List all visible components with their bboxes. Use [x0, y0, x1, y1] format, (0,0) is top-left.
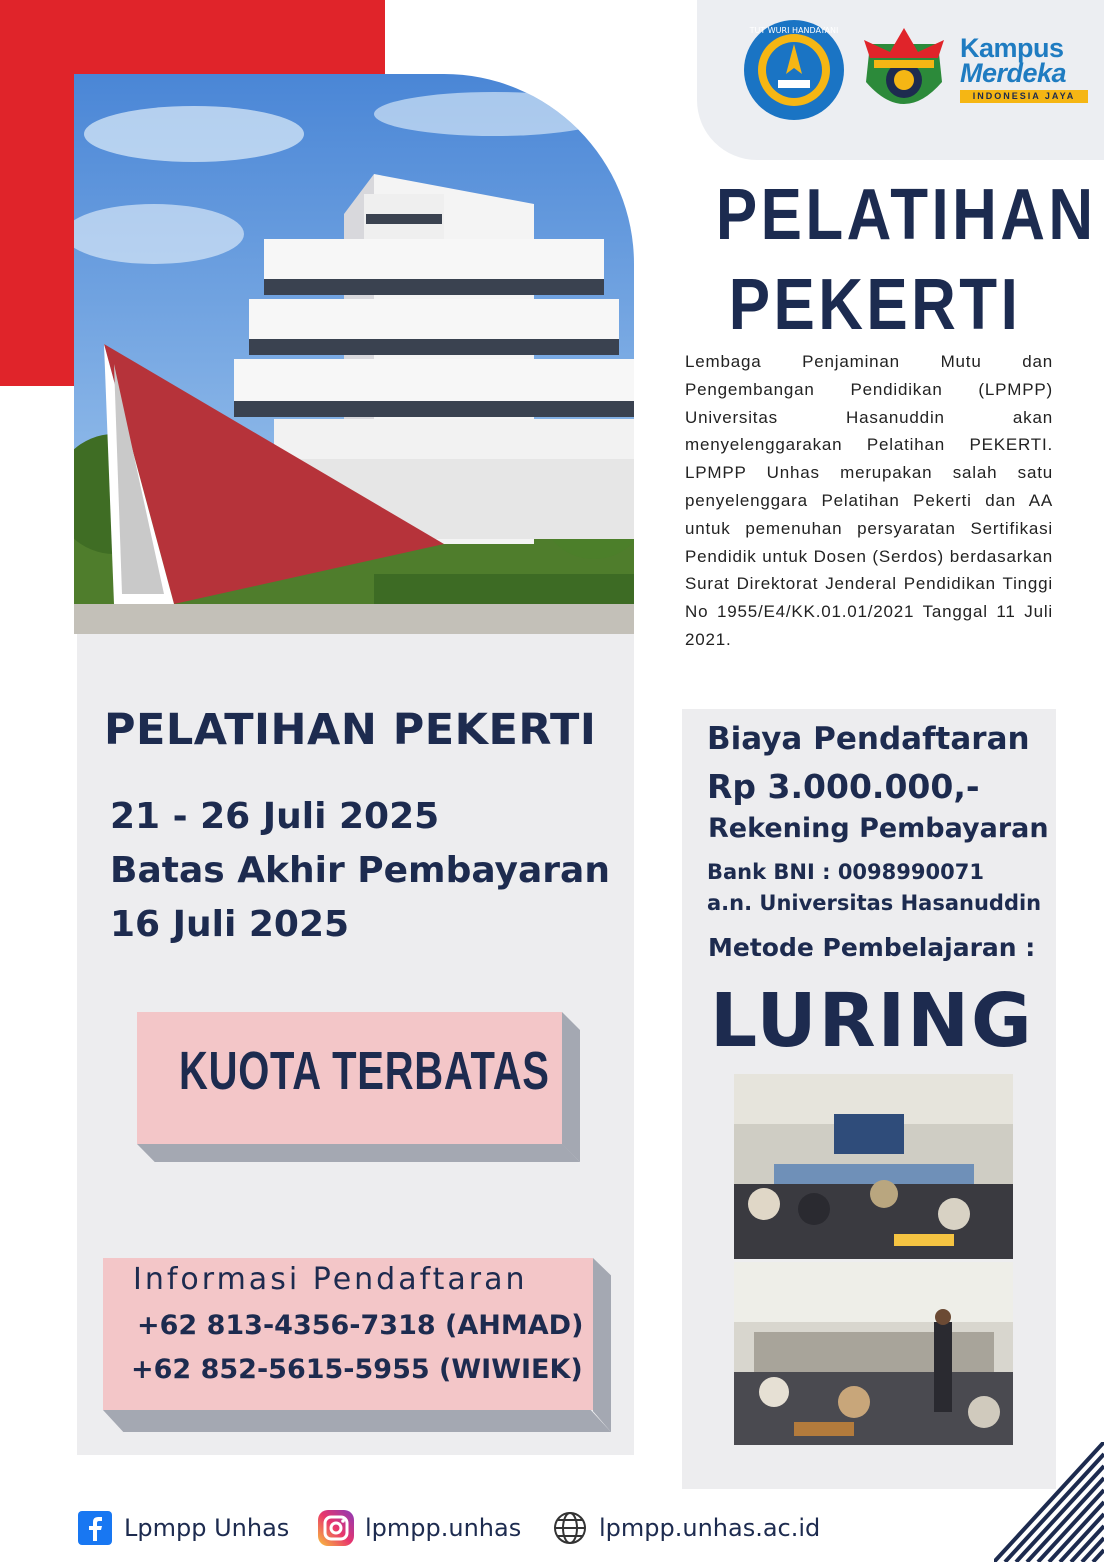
facebook-link[interactable]	[76, 1508, 289, 1548]
kampus-merdeka-logo: Kampus Merdeka INDONESIA JAYA	[960, 36, 1100, 106]
quota-badge	[137, 1012, 580, 1162]
facebook-icon	[76, 1509, 114, 1547]
payment-deadline-label: Batas Akhir Pembayaran	[110, 850, 610, 891]
payment-deadline-date: 16 Juli 2025	[110, 904, 350, 945]
unhas-emblem-logo	[860, 22, 948, 126]
learning-method: LURING	[710, 978, 1034, 1064]
account-label: Rekening Pembayaran	[708, 813, 1049, 844]
main-title: PELATIHAN PEKERTI	[715, 175, 1097, 345]
program-description: Lembaga Penjaminan Mutu dan Pengembangan Pendidikan (LPMPP) Universitas Hasanuddin akan menyelenggarakan Pelatihan PEKERTI. LPMPP Unhas merupakan salah satu penyelenggara Pelatihan Pekerti dan AA untuk pemenuhan persyaratan Sertifikasi Pendidik untuk Dosen (Serdos) berdasarkan Surat Direktorat Jenderal Pendidikan Tinggi No 1955/E4/KK.01.01/2021 Tanggal 11 Juli 2021.	[685, 352, 1053, 649]
contact-phone-ahmad[interactable]: +62 813-4356-7318 (AHMAD)	[137, 1310, 584, 1341]
registration-info-box	[103, 1258, 611, 1432]
classroom-photo-2	[734, 1262, 1013, 1445]
building-photo	[74, 74, 634, 634]
account-name: a.n. Universitas Hasanuddin	[707, 891, 1042, 915]
registration-info-title: Informasi Pendaftaran	[133, 1262, 528, 1297]
decorative-stripes	[994, 1442, 1104, 1562]
event-title: PELATIHAN PEKERTI	[104, 705, 597, 755]
facebook-handle[interactable]: Lpmpp Unhas	[124, 1514, 290, 1542]
classroom-photo-1	[734, 1074, 1013, 1259]
event-dates	[110, 790, 610, 952]
fee-amount: Rp 3.000.000,-	[707, 767, 980, 806]
contact-phone-wiwiek[interactable]: +62 852-5615-5955 (WIWIEK)	[131, 1354, 583, 1385]
website-url[interactable]: lpmpp.unhas.ac.id	[599, 1514, 821, 1542]
globe-icon	[551, 1509, 589, 1547]
instagram-handle[interactable]: lpmpp.unhas	[365, 1514, 522, 1542]
website-link[interactable]	[551, 1508, 820, 1548]
svg-text:TUT WURI HANDAYANI: TUT WURI HANDAYANI	[749, 26, 839, 35]
bank-account: Bank BNI : 0098990071	[707, 860, 984, 884]
instagram-icon	[317, 1509, 355, 1547]
tut-wuri-handayani-logo	[742, 18, 846, 122]
quota-text: KUOTA TERBATAS	[179, 1041, 550, 1101]
learning-method-label: Metode Pembelajaran :	[708, 933, 1036, 962]
instagram-link[interactable]	[317, 1508, 521, 1548]
event-date-range: 21 - 26 Juli 2025	[110, 796, 440, 837]
fee-label: Biaya Pendaftaran	[707, 721, 1030, 757]
